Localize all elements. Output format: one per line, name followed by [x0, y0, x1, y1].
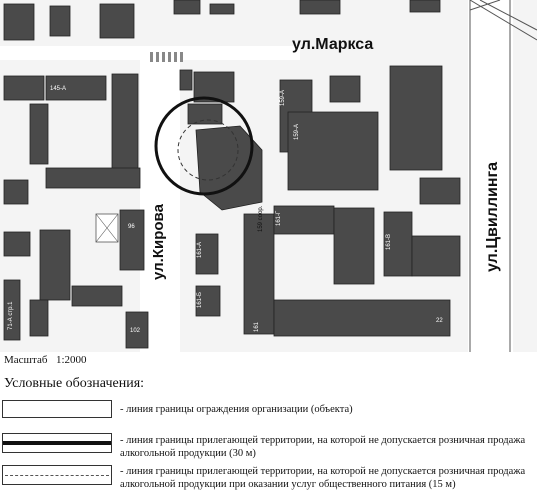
street-label-kirova: ул.Кирова — [150, 204, 167, 280]
legend-item-30m — [0, 430, 537, 460]
building-number: 161-Г — [276, 210, 282, 226]
street-label-marx: ул.Маркса — [292, 36, 374, 53]
legend-text: - линия границы прилегающей территории, на которой не допускается розничная продажа алкогольной продукции (30 м) — [120, 435, 526, 459]
scale-label: Масштаб — [4, 354, 48, 366]
building-number: 159-А — [294, 123, 300, 140]
building-number: 22 — [436, 318, 443, 324]
legend-item-fence — [0, 398, 537, 422]
building-number: 102 — [130, 328, 141, 334]
building-number: 159-А — [280, 89, 286, 106]
street-label-tsvillinga: ул.Цвиллинга — [484, 161, 501, 272]
legend-text: - линия границы ограждения организации (объекта) — [120, 404, 353, 415]
building-number: 161 — [254, 321, 260, 332]
legend-swatch-plain — [2, 400, 112, 418]
building-number: 71-А стр.1 — [8, 301, 14, 330]
building-number: 159 соор. — [258, 205, 264, 232]
legend-swatch-dashed — [2, 465, 112, 485]
legend-item-15m — [0, 462, 537, 490]
legend-swatch-bold — [2, 433, 112, 453]
building-number: 96 — [128, 224, 135, 230]
building-number: 161-Б — [197, 292, 203, 308]
legend-text: - линия границы прилегающей территории, на которой не допускается розничная продажа алкогольной продукции при оказании услуг общественного питания (15 м) — [120, 466, 526, 490]
building-number: 161-В — [386, 233, 392, 250]
scale-value: 1:2000 — [56, 354, 87, 366]
building-number: 145-А — [50, 86, 67, 92]
building-number: 161-А — [197, 241, 203, 258]
legend-title: Условные обозначения: — [4, 376, 145, 391]
